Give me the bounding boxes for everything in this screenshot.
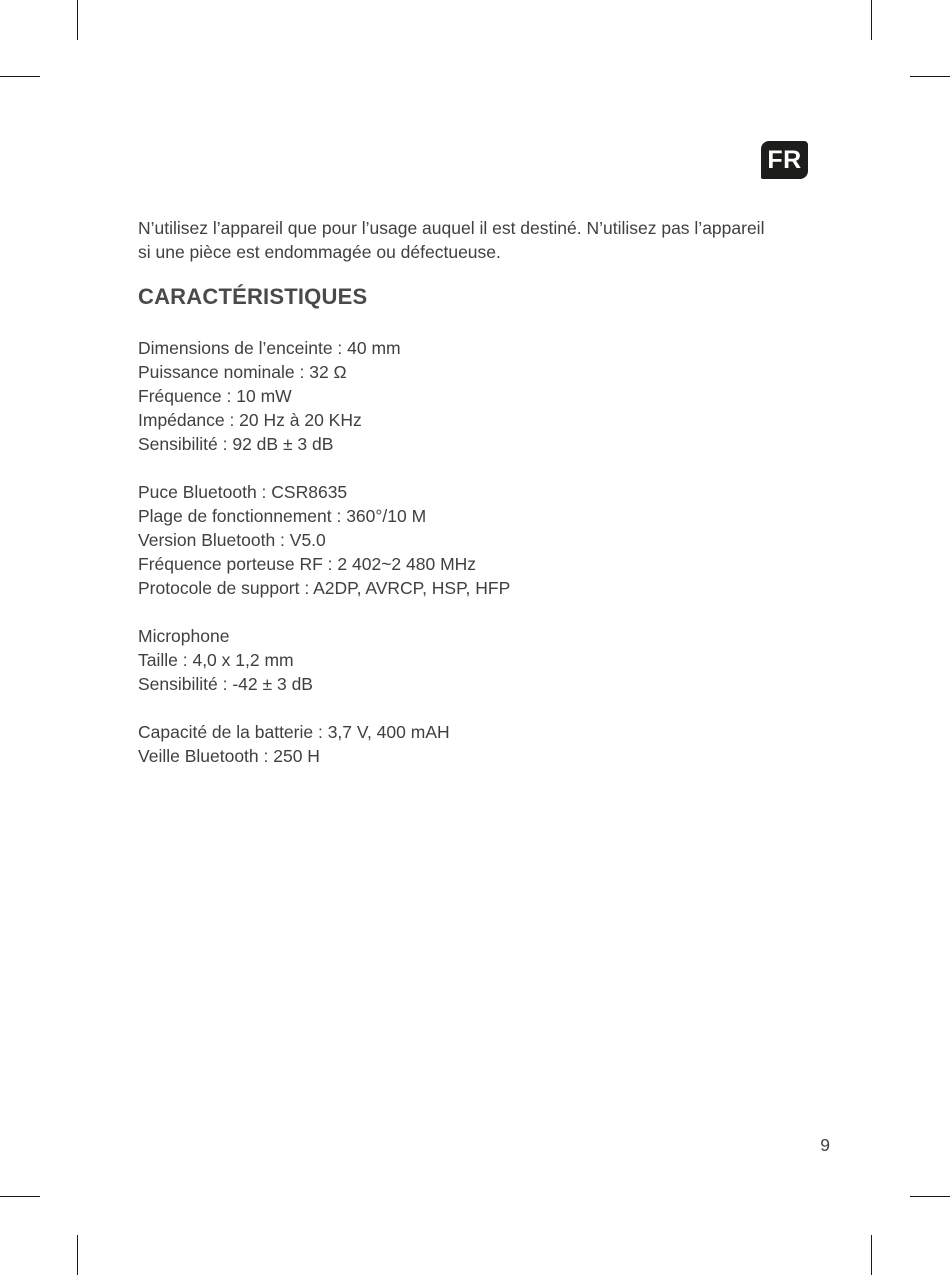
spec-speaker-power: Puissance nominale : 32 Ω [138,362,347,382]
spec-battery-capacity: Capacité de la batterie : 3,7 V, 400 mAH [138,722,450,742]
spec-bluetooth-standby: Veille Bluetooth : 250 H [138,746,320,766]
spec-bluetooth-version: Version Bluetooth : V5.0 [138,530,326,550]
language-badge: FR [761,141,808,179]
spec-bluetooth-protocols: Protocole de support : A2DP, AVRCP, HSP, HFP [138,578,511,598]
spec-microphone-size: Taille : 4,0 x 1,2 mm [138,650,294,670]
crop-mark-bottom-left-horizontal [0,1196,40,1197]
page-number: 9 [820,1135,830,1155]
crop-mark-bottom-left-vertical [77,1235,78,1275]
crop-mark-bottom-right-horizontal [910,1196,950,1197]
spec-speaker-frequency: Fréquence : 10 mW [138,386,292,406]
spec-speaker-dimensions: Dimensions de l’enceinte : 40 mm [138,338,401,358]
spec-microphone-heading: Microphone [138,626,230,646]
spec-bluetooth-rf-frequency: Fréquence porteuse RF : 2 402~2 480 MHz [138,554,477,574]
section-title: CARACTÉRISTIQUES [138,284,368,309]
intro-line-1: N’utilisez l’appareil que pour l’usage auquel il est destiné. N’utilisez pas l’appareil [138,218,765,238]
intro-paragraph [138,216,828,264]
specifications-list [138,336,838,768]
intro-line-2: si une pièce est endommagée ou défectueuse. [138,242,501,262]
crop-mark-top-right-horizontal [910,76,950,77]
spec-microphone-sensitivity: Sensibilité : -42 ± 3 dB [138,674,313,694]
spec-speaker-impedance: Impédance : 20 Hz à 20 KHz [138,410,362,430]
spec-bluetooth-chip: Puce Bluetooth : CSR8635 [138,482,348,502]
spec-speaker-sensitivity: Sensibilité : 92 dB ± 3 dB [138,434,334,454]
crop-mark-top-right-vertical [871,0,872,40]
crop-mark-bottom-right-vertical [871,1235,872,1275]
spec-bluetooth-range: Plage de fonctionnement : 360°/10 M [138,506,427,526]
crop-mark-top-left-horizontal [0,76,40,77]
crop-mark-top-left-vertical [77,0,78,40]
